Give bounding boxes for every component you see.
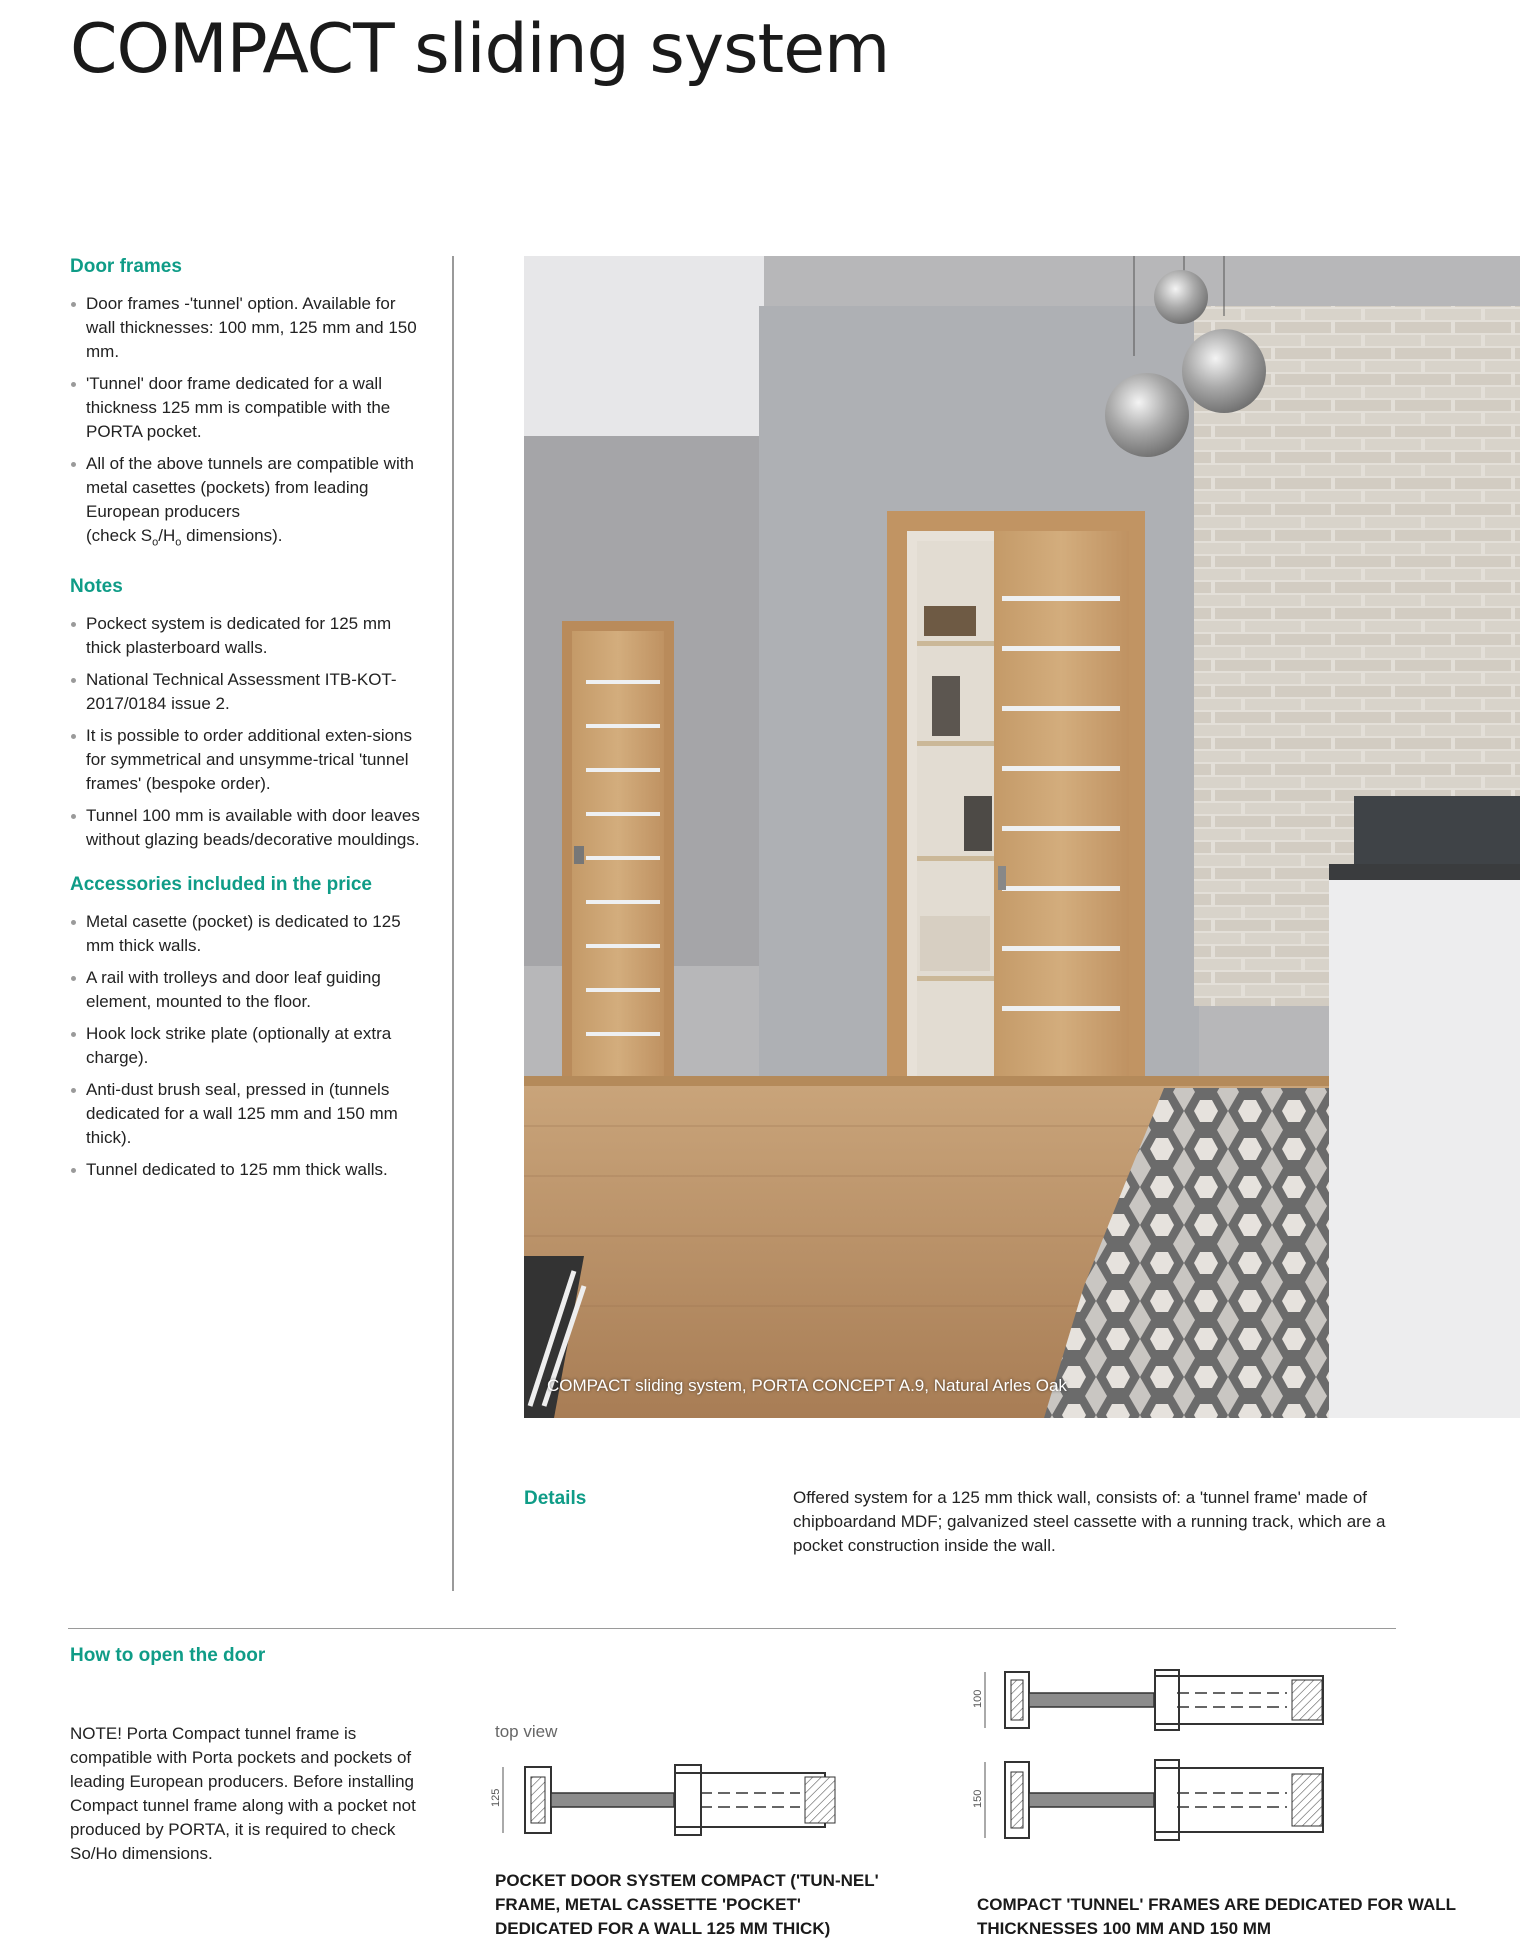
diagram-caption-left: POCKET DOOR SYSTEM COMPACT ('TUN-NEL' FRAME, METAL CASSETTE 'POCKET' DEDICATED FOR A WALL 125 MM THICK) (495, 1871, 879, 1938)
page-title: COMPACT sliding system (70, 10, 890, 89)
notes-list (70, 612, 420, 852)
section-divider (68, 1628, 1396, 1629)
door-frames-heading: Door frames (70, 256, 182, 277)
diagram-tunnel-100 (972, 1660, 1357, 1740)
list-item: Tunnel dedicated to 125 mm thick walls. (70, 1158, 420, 1182)
bullet-icon (71, 302, 76, 307)
list-item: It is possible to order additional exten-sions for symmetrical and unsymme-trical 'tunnel frames' (bespoke order). (70, 724, 420, 796)
bullet-icon (71, 814, 76, 819)
bullet-icon (71, 920, 76, 925)
list-item: Hook lock strike plate (optionally at extra charge). (70, 1022, 420, 1070)
dim-100-label: 100 (972, 1689, 984, 1708)
list-item: Tunnel 100 mm is available with door leaves without glazing beads/decorative mouldings. (70, 804, 420, 852)
diagram-pocket-125 (490, 1755, 875, 1845)
bullet-icon (71, 462, 76, 467)
bullet-icon (71, 678, 76, 683)
interior-illustration (524, 256, 1520, 1418)
list-item: All of the above tunnels are compatible with metal casettes (pockets) from leading European producers (check $S_o/H_o$ dimensions). (70, 452, 420, 554)
list-item: A rail with trolleys and door leaf guiding element, mounted to the floor. (70, 966, 420, 1014)
top-view-label: top view (495, 1722, 558, 1741)
bullet-icon (71, 382, 76, 387)
accessories-heading: Accessories included in the price (70, 874, 372, 896)
details-heading: Details (524, 1488, 587, 1509)
list-item: Door frames -'tunnel' option. Available for wall thicknesses: 100 mm, 125 mm and 150 mm. (70, 292, 420, 364)
bullet-icon (71, 1032, 76, 1037)
list-item: Anti-dust brush seal, pressed in (tunnels dedicated for a wall 125 mm and 150 mm thick). (70, 1078, 420, 1150)
dim-125-label: 125 (490, 1788, 502, 1807)
notes-heading: Notes (70, 576, 123, 598)
bullet-icon (71, 976, 76, 981)
door-frames-list (70, 292, 420, 554)
photo-caption: COMPACT sliding system, PORTA CONCEPT A.9, Natural Arles Oak (547, 1376, 1067, 1395)
diagram-tunnel-150 (972, 1752, 1357, 1852)
diagram-caption-right: COMPACT 'TUNNEL' FRAMES ARE DEDICATED FOR WALL THICKNESSES 100 MM AND 150 MM (977, 1895, 1456, 1938)
accessories-list (70, 910, 420, 1182)
list-item: Pockect system is dedicated for 125 mm thick plasterboard walls. (70, 612, 420, 660)
bullet-icon (71, 1088, 76, 1093)
bullet-icon (71, 734, 76, 739)
list-item: 'Tunnel' door frame dedicated for a wall thickness 125 mm is compatible with the PORTA pocket. (70, 372, 420, 444)
bullet-icon (71, 622, 76, 627)
product-photo (524, 256, 1520, 1418)
left-column (70, 256, 420, 1204)
compatibility-note: NOTE! Porta Compact tunnel frame is compatible with Porta pockets and pockets of leading European producers. Before installing Compact tunnel frame along with a pocket not produced by PORTA, it is required to check So/Ho dimensions. (70, 1724, 416, 1863)
list-item: Metal casette (pocket) is dedicated to 125 mm thick walls. (70, 910, 420, 958)
dim-150-label: 150 (972, 1789, 984, 1808)
list-item: National Technical Assessment ITB-KOT-2017/0184 issue 2. (70, 668, 420, 716)
column-divider (452, 256, 454, 1591)
bullet-icon (71, 1168, 76, 1173)
details-text: Offered system for a 125 mm thick wall, consists of: a 'tunnel frame' made of chipboardand MDF; galvanized steel cassette with a running track, which are a pocket construction inside the wall. (793, 1488, 1386, 1555)
how-to-open-heading: How to open the door (70, 1645, 266, 1666)
